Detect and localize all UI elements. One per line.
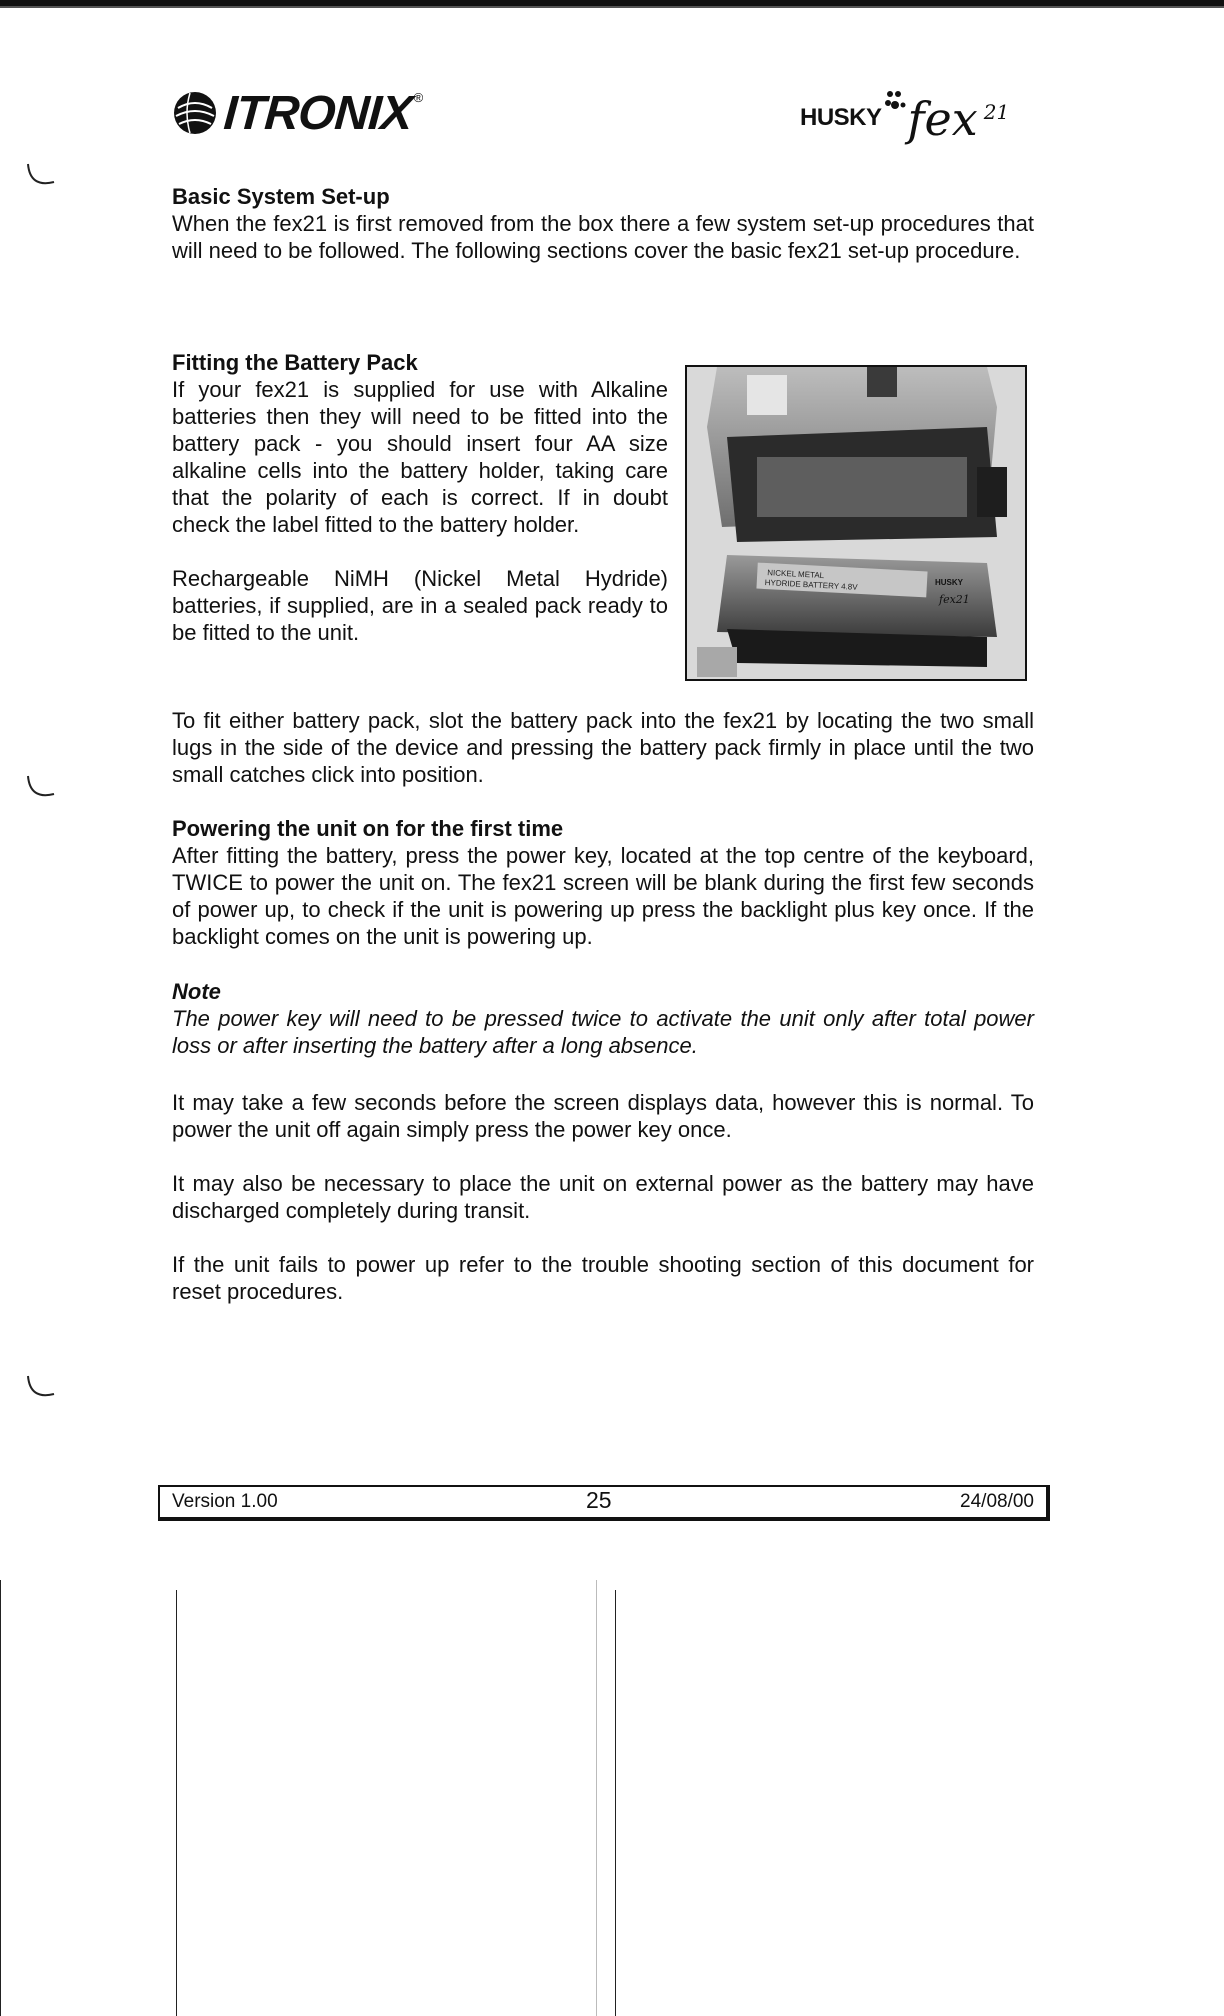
itronix-logo	[172, 88, 423, 138]
footer-date: 24/08/00	[960, 1491, 1034, 1512]
battery-pack-photo	[685, 365, 1027, 681]
page-footer	[158, 1485, 1050, 1521]
battery-pack-illustration	[687, 367, 1025, 679]
battery-para-alkaline: If your fex21 is supplied for use with Alkaline batteries then they will need to be fitted into the battery pack - you should insert four AA size alkaline cells into the battery holder, taking care that the polarity of each is correct. If in doubt check the label fitted to the battery holder.	[172, 377, 668, 537]
section-battery-fit	[172, 707, 1034, 788]
scan-column-line	[596, 1580, 597, 2016]
binder-hole-mark	[24, 772, 60, 808]
scan-column-line	[176, 1590, 177, 2016]
heading-basic-setup: Basic System Set-up	[172, 184, 390, 209]
paw-print-icon	[884, 90, 906, 114]
binder-hole-mark	[24, 160, 60, 196]
husky-fex21-logo	[800, 92, 1010, 146]
top-border-shadow	[0, 6, 1224, 8]
itronix-wordmark: ITRONIX	[222, 86, 414, 140]
registered-mark: ®	[413, 89, 424, 105]
heading-battery: Fitting the Battery Pack	[172, 350, 418, 375]
battery-para-fit: To fit either battery pack, slot the battery pack into the fex21 by locating the two small lugs in the side of the device and pressing the battery pack firmly in place until the two small catches click into position.	[172, 708, 1034, 787]
basic-setup-text: When the fex21 is first removed from the box there a few system set-up procedures that will need to be followed. The following sections cover the basic fex21 set-up procedure.	[172, 211, 1034, 263]
footer-page-number: 25	[586, 1487, 612, 1513]
photo-label-line2: HYDRIDE BATTERY 4.8V	[764, 577, 858, 592]
battery-para-nimh: Rechargeable NiMH (Nickel Metal Hydride) batteries, if supplied, are in a sealed pack ready to be fitted to the unit.	[172, 566, 668, 645]
section-note	[172, 978, 1034, 1059]
scan-edge-line	[0, 1580, 1, 2016]
photo-label-model: fex21	[939, 593, 970, 606]
model-number: 21	[983, 100, 1010, 124]
note-text: The power key will need to be pressed twice to activate the unit only after total power loss or after inserting the battery after a long absence.	[172, 1006, 1034, 1058]
paragraph-screen-data: It may take a few seconds before the screen displays data, however this is normal. To power the unit off again simply press the power key once.	[172, 1090, 1034, 1142]
heading-power-on: Powering the unit on for the first time	[172, 816, 564, 841]
photo-label-brand: HUSKY	[935, 578, 964, 587]
section-basic-setup	[172, 183, 1034, 264]
scan-column-line	[615, 1590, 616, 2016]
heading-note: Note	[172, 979, 221, 1004]
photo-label-line1: NICKEL METAL	[767, 568, 825, 581]
paragraph-trouble-shooting: If the unit fails to power up refer to the trouble shooting section of this document for reset procedures.	[172, 1252, 1034, 1304]
fex-wordmark: fex	[907, 92, 978, 146]
power-on-text: After fitting the battery, press the power key, located at the top centre of the keyboard, TWICE to power the unit on. The fex21 screen will be blank during the first few seconds of power up, to check if the unit is powering up press the backlight plus key once. If the backlight comes on the unit is powering up.	[172, 843, 1034, 949]
section-power-on	[172, 815, 1034, 950]
binder-hole-mark	[24, 1372, 60, 1408]
section-battery	[172, 349, 668, 646]
globe-icon	[172, 90, 218, 136]
husky-wordmark: HUSKY	[800, 104, 882, 131]
footer-version: Version 1.00	[172, 1491, 278, 1512]
paragraph-external-power: It may also be necessary to place the unit on external power as the battery may have discharged completely during transit.	[172, 1171, 1034, 1223]
section-after-note	[172, 1089, 1034, 1305]
